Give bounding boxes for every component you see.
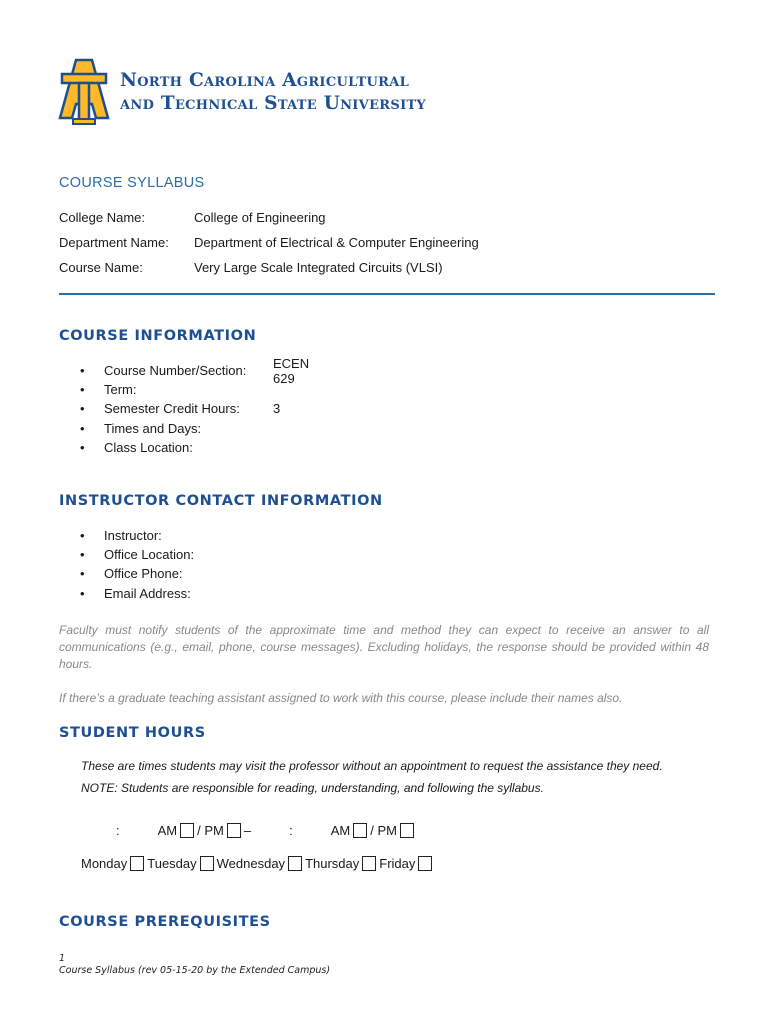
item-label: Times and Days: bbox=[104, 420, 202, 436]
time-colon: : bbox=[289, 822, 293, 838]
university-logo bbox=[58, 58, 508, 128]
item-label: Office Phone: bbox=[104, 566, 183, 582]
teaching-assistant-note: If there’s a graduate teaching assistant assigned to work with this course, please include their names also. bbox=[59, 691, 623, 705]
item-value: 3 bbox=[273, 401, 281, 417]
student-hours-heading: STUDENT HOURS bbox=[59, 725, 206, 741]
aggie-logo-icon bbox=[58, 58, 110, 126]
bullet-icon: • bbox=[80, 363, 85, 379]
course-information-heading: COURSE INFORMATION bbox=[59, 328, 257, 344]
thursday-checkbox[interactable] bbox=[362, 856, 376, 871]
bullet-icon: • bbox=[80, 439, 85, 455]
list-item bbox=[80, 380, 246, 399]
bullet-icon: • bbox=[80, 401, 85, 417]
student-hours-line: These are times students may visit the professor without an appointment to request the assistance they need. bbox=[81, 759, 663, 773]
course-information-list bbox=[80, 355, 310, 457]
footer-revision-text: Course Syllabus (rev 05-15-20 by the Extended Campus) bbox=[59, 965, 331, 976]
page-title: COURSE SYLLABUS bbox=[59, 175, 205, 191]
item-label: Instructor: bbox=[104, 528, 162, 544]
day-label-tuesday: Tuesday bbox=[147, 855, 197, 871]
bullet-icon: • bbox=[80, 420, 85, 436]
monday-checkbox[interactable] bbox=[130, 856, 144, 871]
day-label-monday: Monday bbox=[81, 855, 128, 871]
course-prerequisites-heading: COURSE PREREQUISITES bbox=[59, 914, 271, 930]
bullet-icon: • bbox=[80, 585, 85, 601]
bullet-icon: • bbox=[80, 528, 85, 544]
start-am-checkbox[interactable] bbox=[180, 823, 194, 838]
am-label: AM bbox=[330, 822, 351, 838]
item-label: Class Location: bbox=[104, 439, 193, 455]
bullet-icon: • bbox=[80, 547, 85, 563]
info-value: College of Engineering bbox=[194, 210, 326, 225]
item-label: Email Address: bbox=[104, 585, 191, 601]
list-item bbox=[80, 564, 194, 583]
logo-line-1: North Carolina Agricultural bbox=[120, 70, 410, 91]
wednesday-checkbox[interactable] bbox=[288, 856, 302, 871]
response-time-note: Faculty must notify students of the approximate time and method they can expect to receive an answer to all communications (e.g., email, phone, course messages). Excluding holidays, the response should be provided within 48 hours. bbox=[59, 623, 709, 671]
info-row bbox=[59, 260, 479, 285]
info-value: Very Large Scale Integrated Circuits (VLSI) bbox=[194, 260, 443, 275]
am-label: AM bbox=[157, 822, 178, 838]
day-label-thursday: Thursday bbox=[305, 855, 360, 871]
bullet-icon: • bbox=[80, 382, 85, 398]
friday-checkbox[interactable] bbox=[418, 856, 432, 871]
end-am-checkbox[interactable] bbox=[353, 823, 367, 838]
list-item bbox=[80, 438, 246, 457]
student-hours-description bbox=[81, 755, 663, 799]
instructor-contact-list bbox=[80, 526, 194, 603]
course-identity-table bbox=[59, 210, 479, 285]
header-divider bbox=[59, 293, 715, 295]
list-item bbox=[80, 419, 246, 438]
logo-wordmark bbox=[120, 69, 426, 115]
pm-label: / PM bbox=[197, 822, 224, 838]
office-hours-time-row bbox=[81, 821, 417, 839]
tuesday-checkbox[interactable] bbox=[200, 856, 214, 871]
info-label: Course Name: bbox=[59, 260, 143, 275]
info-row bbox=[59, 235, 479, 260]
day-label-friday: Friday bbox=[379, 855, 416, 871]
start-pm-checkbox[interactable] bbox=[227, 823, 241, 838]
item-label: Semester Credit Hours: bbox=[104, 401, 240, 417]
office-hours-days-row bbox=[81, 854, 435, 872]
item-value: ECEN 629 bbox=[273, 355, 310, 386]
info-label: College Name: bbox=[59, 210, 145, 225]
info-row bbox=[59, 210, 479, 235]
page-footer bbox=[59, 953, 330, 977]
list-item bbox=[80, 584, 194, 603]
logo-line-2: and Technical State University bbox=[120, 93, 427, 114]
list-item bbox=[80, 355, 310, 386]
list-item bbox=[80, 526, 194, 545]
bullet-icon: • bbox=[80, 566, 85, 582]
end-pm-checkbox[interactable] bbox=[400, 823, 414, 838]
time-dash: – bbox=[243, 822, 252, 838]
instructor-contact-heading: INSTRUCTOR CONTACT INFORMATION bbox=[59, 493, 383, 509]
item-label: Office Location: bbox=[104, 547, 195, 563]
item-label: Term: bbox=[104, 382, 137, 398]
list-item bbox=[80, 399, 281, 418]
item-label: Course Number/Section: bbox=[104, 363, 247, 379]
time-colon: : bbox=[116, 822, 120, 838]
info-label: Department Name: bbox=[59, 235, 169, 250]
student-hours-line: NOTE: Students are responsible for reading, understanding, and following the syllabus. bbox=[81, 781, 544, 795]
list-item bbox=[80, 545, 194, 564]
page-number: 1 bbox=[59, 953, 66, 964]
pm-label: / PM bbox=[370, 822, 397, 838]
day-label-wednesday: Wednesday bbox=[216, 855, 286, 871]
info-value: Department of Electrical & Computer Engineering bbox=[194, 235, 479, 250]
